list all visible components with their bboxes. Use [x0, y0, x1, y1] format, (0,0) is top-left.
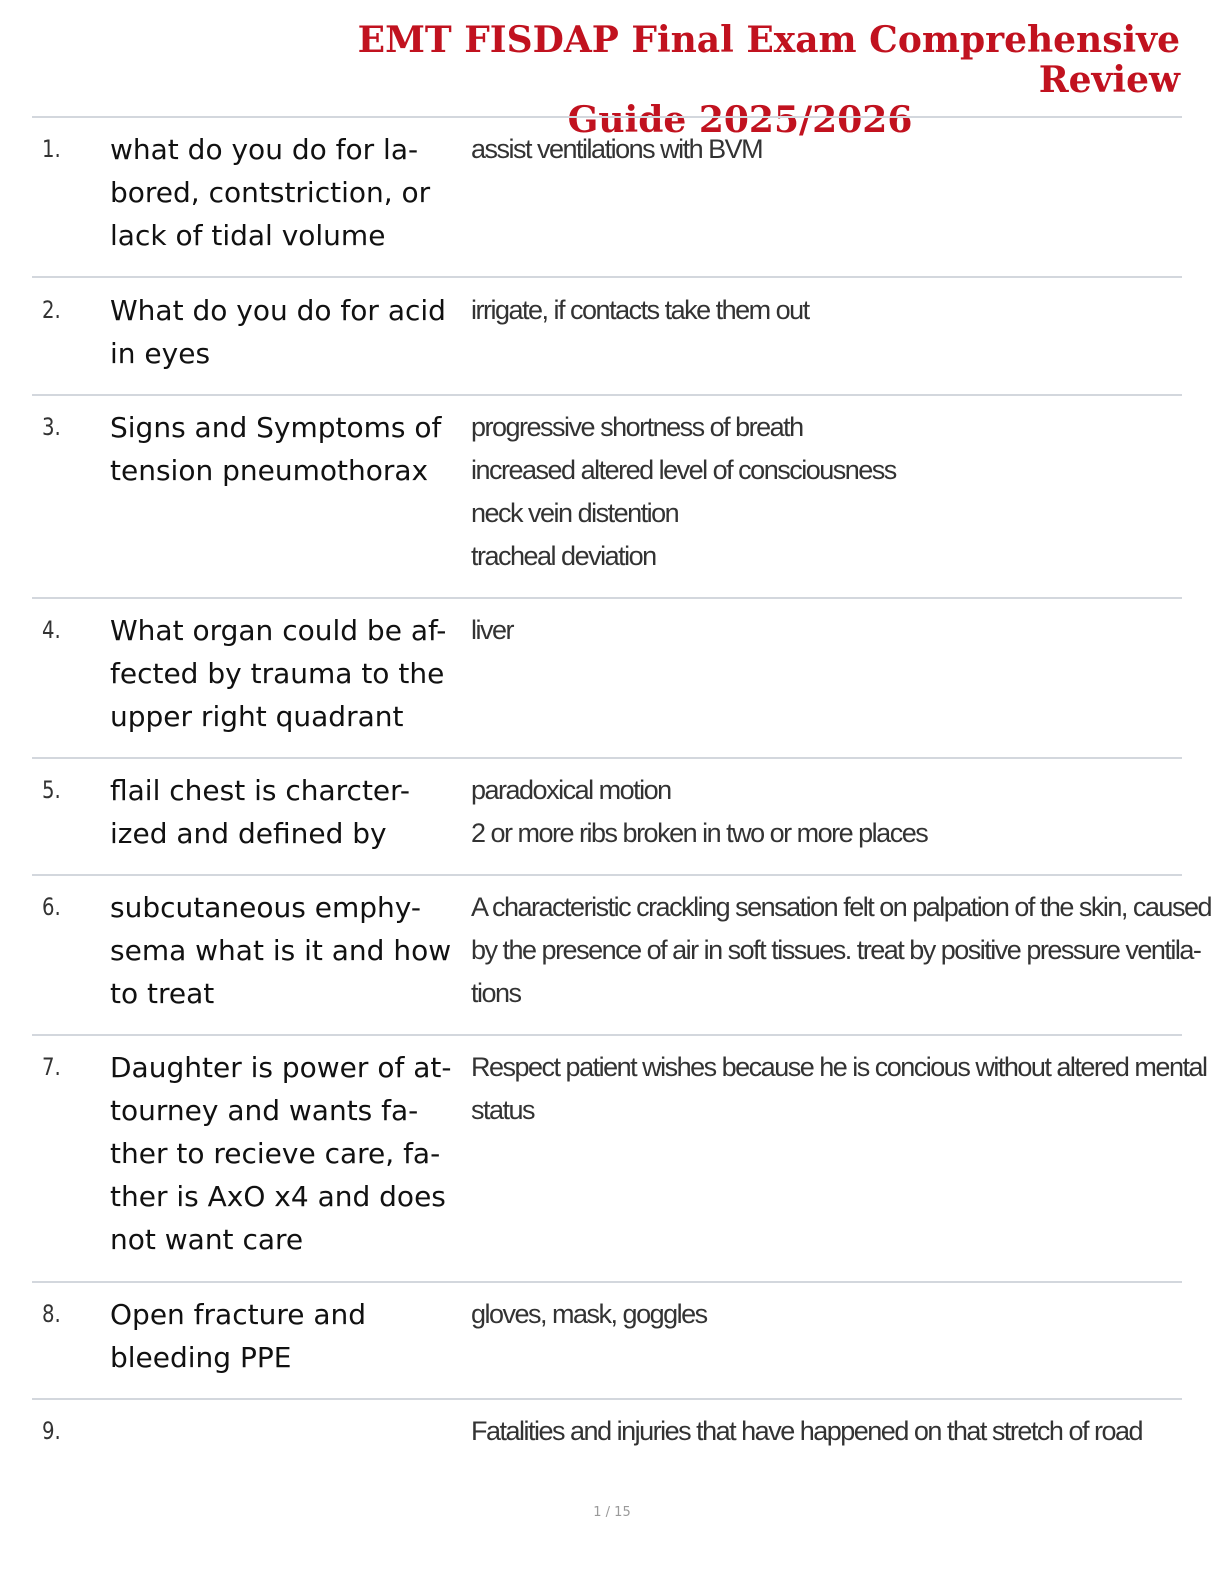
answer-line: Fatalities and injuries that have happened on that stretch of road [471, 1416, 1143, 1446]
question-line: upper right quadrant [110, 700, 404, 733]
row-divider [32, 1034, 1182, 1036]
question-line: sema what is it and how [110, 934, 452, 967]
item-number: 9. [42, 1417, 61, 1445]
question-text [110, 406, 470, 492]
title-line-1: EMT FISDAP Final Exam Comprehensive Review [357, 19, 1180, 101]
answer-text [471, 609, 1181, 652]
question-line: ized and defined by [110, 817, 387, 850]
answer-line: A characteristic crackling sensation felt on palpation of the skin, caused [471, 892, 1211, 922]
answer-text [471, 886, 1211, 1015]
answer-text [471, 406, 1181, 578]
question-text [110, 609, 470, 738]
answer-line: assist ventilations with BVM [471, 134, 763, 164]
answer-line: neck vein distention [471, 498, 679, 528]
answer-line: by the presence of air in soft tissues. treat by positive pressure ventila- [471, 935, 1201, 965]
question-line: fected by trauma to the [110, 657, 445, 690]
answer-text [471, 128, 1181, 171]
question-text [110, 1293, 470, 1379]
question-text [110, 128, 470, 257]
item-number: 2. [42, 296, 61, 324]
question-line: Open fracture and [110, 1298, 367, 1331]
answer-line: progressive shortness of breath [471, 412, 803, 442]
answer-line: irrigate, if contacts take them out [471, 295, 809, 325]
question-line: bored, contstriction, or [110, 176, 431, 209]
question-line: to treat [110, 977, 215, 1010]
question-line: ther is AxO x4 and does [110, 1180, 446, 1213]
question-line: in eyes [110, 337, 211, 370]
answer-line: paradoxical motion [471, 775, 671, 805]
answer-text [471, 1046, 1207, 1132]
question-line: not want care [110, 1223, 304, 1256]
question-line: Signs and Symptoms of [110, 411, 442, 444]
page-indicator: 1 / 15 [593, 1505, 631, 1520]
row-divider [32, 276, 1182, 278]
item-number: 7. [42, 1053, 61, 1081]
item-number: 8. [42, 1300, 61, 1328]
answer-line: liver [471, 615, 514, 645]
answer-text [471, 769, 1181, 855]
question-text [110, 289, 470, 375]
question-line: What do you do for acid [110, 294, 446, 327]
answer-text [471, 1293, 1181, 1336]
item-number: 6. [42, 893, 61, 921]
row-divider [32, 874, 1182, 876]
question-line: tourney and wants fa- [110, 1094, 419, 1127]
answer-line: increased altered level of consciousness [471, 455, 896, 485]
question-line: what do you do for la- [110, 133, 419, 166]
document-title [240, 20, 1180, 140]
question-line: tension pneumothorax [110, 454, 429, 487]
title-line-2: Guide 2025/2026 [567, 99, 913, 141]
question-text [110, 886, 470, 1015]
question-text [110, 769, 470, 855]
question-line: What organ could be af- [110, 614, 447, 647]
answer-line: gloves, mask, goggles [471, 1299, 707, 1329]
question-line: subcutaneous emphy- [110, 891, 421, 924]
question-line: Daughter is power of at- [110, 1051, 452, 1084]
item-number: 1. [42, 135, 61, 163]
row-divider [32, 1281, 1182, 1283]
answer-text [471, 289, 1181, 332]
answer-line: 2 or more ribs broken in two or more places [471, 818, 928, 848]
item-number: 5. [42, 776, 61, 804]
answer-line: Respect patient wishes because he is concious without altered mental [471, 1052, 1207, 1082]
question-text [110, 1046, 470, 1261]
item-number: 4. [42, 616, 61, 644]
answer-line: tions [471, 978, 521, 1008]
row-divider [32, 116, 1182, 118]
item-number: 3. [42, 413, 61, 441]
row-divider [32, 597, 1182, 599]
row-divider [32, 757, 1182, 759]
question-line: ther to recieve care, fa- [110, 1137, 441, 1170]
question-line: bleeding PPE [110, 1341, 292, 1374]
question-line: flail chest is charcter- [110, 774, 410, 807]
row-divider [32, 1398, 1182, 1400]
question-line: lack of tidal volume [110, 219, 386, 252]
answer-line: status [471, 1095, 535, 1125]
row-divider [32, 394, 1182, 396]
answer-text [471, 1410, 1181, 1453]
answer-line: tracheal deviation [471, 541, 656, 571]
